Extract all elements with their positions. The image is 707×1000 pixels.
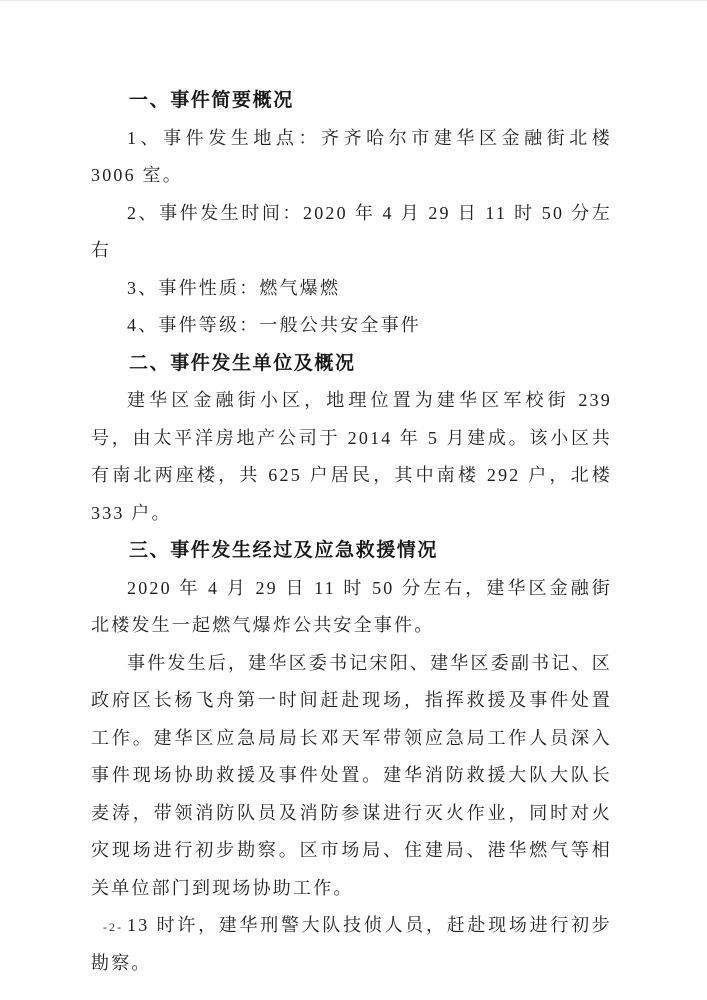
paragraph-community-overview: 建华区金融街小区，地理位置为建华区军校街 239 号，由太平洋房地产公司于 2014 年 5 月建成。该小区共有南北两座楼，共 625 户居民，其中南楼 292 户，北楼 333 户。 [91,390,612,523]
paragraph-event-nature: 3、事件性质：燃气爆燃 [127,277,341,298]
page-number: -2- [103,920,123,934]
paragraph-rescue-response: 事件发生后，建华区委书记宋阳、建华区委副书记、区政府区长杨飞舟第一时间赶赴现场，指挥救援及事件处置工作。建华区应急局局长邓天军带领应急局工作人员深入事件现场协助救援及事件处置。建华消防救援大队大队长麦涛，带领消防队员及消防参谋进行灭火作业，同时对火灾现场进行初步勘察。区市场局、住建局、港华燃气等相关单位部门到现场协助工作。 [91,652,612,898]
paragraph-event-location: 1、事件发生地点：齐齐哈尔市建华区金融街北楼 3006 室。 [91,127,612,185]
page-top-edge [0,0,707,1]
paragraph-incident-occurrence: 2020 年 4 月 29 日 11 时 50 分左右，建华区金融街北楼发生一起燃气爆炸公共安全事件。 [91,577,612,635]
section-heading-rescue: 三、事件发生经过及应急救援情况 [129,540,439,561]
paragraph-event-level: 4、事件等级：一般公共安全事件 [127,315,421,335]
document-body [91,82,612,982]
section-heading-unit: 二、事件发生单位及概况 [129,352,356,374]
paragraph-police-investigation: 13 时许，建华刑警大队技侦人员，赶赴现场进行初步勘察。 [91,915,612,973]
section-heading-overview: 一、事件简要概况 [129,90,294,111]
paragraph-event-time: 2、事件发生时间：2020 年 4 月 29 日 11 时 50 分左右 [91,202,612,260]
